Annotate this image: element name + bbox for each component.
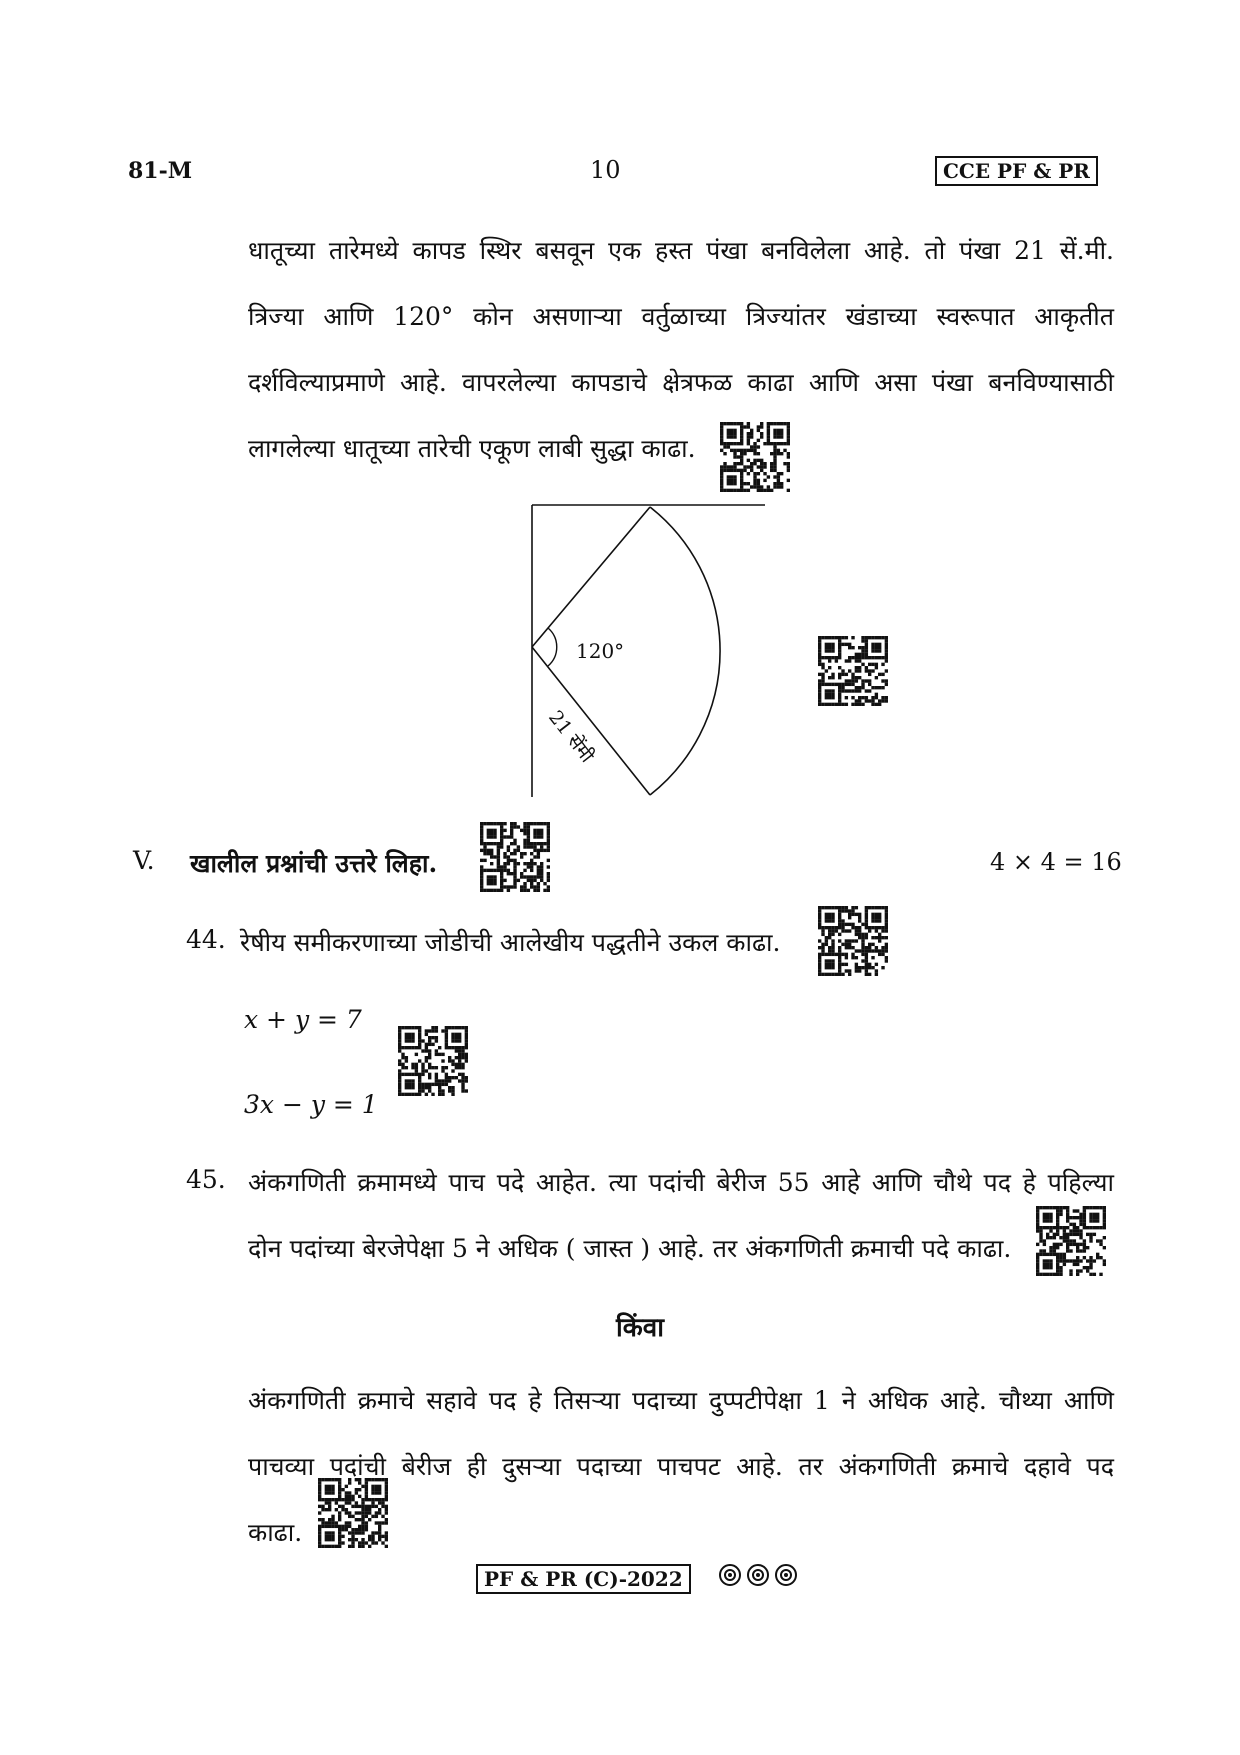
angle-label: 120°	[576, 639, 625, 663]
q45-alt-line-3: काढा.	[248, 1518, 303, 1547]
q43-line-2: त्रिज्या आणि 120° कोन असणाऱ्या वर्तुळाच्या त्रिज्यांतर खंडाच्या स्वरूपात आकृतीत	[248, 302, 1114, 331]
q45-alt-line-2: पाचव्या पदांची बेरीज ही दुसऱ्या पदाच्या पाचपट आहे. तर अंकगणिती क्रमाचे दहावे पद	[248, 1452, 1114, 1481]
sector-upper-radius	[532, 507, 650, 647]
q43-line-3: दर्शविल्याप्रमाणे आहे. वापरलेल्या कापडाचे क्षेत्रफळ काढा आणि असा पंखा बनविण्यासाठी	[248, 368, 1114, 397]
section-instruction: खालील प्रश्नांची उत्तरे लिहा.	[190, 849, 438, 878]
section-marks: 4 × 4 = 16	[990, 848, 1122, 876]
qr-code-icon	[720, 422, 790, 492]
qr-code-icon	[818, 906, 888, 976]
qr-code-icon	[480, 822, 550, 892]
section-numeral: V.	[133, 846, 155, 875]
or-label: किंवा	[616, 1313, 664, 1343]
q43-line-1: धातूच्या तारेमध्ये कापड स्थिर बसवून एक हस्त पंखा बनविलेला आहे. तो पंखा 21 सें.मी.	[248, 236, 1114, 265]
series-box: CCE PF & PR	[935, 156, 1098, 186]
equation-2: 3x − y = 1	[244, 1090, 378, 1119]
sector-arc	[650, 507, 720, 795]
qr-code-icon	[818, 636, 888, 706]
qr-code-icon	[398, 1026, 468, 1096]
q43-line-4: लागलेल्या धातूच्या तारेची एकूण लाबी सुद्धा काढा.	[248, 434, 696, 463]
angle-arc	[548, 628, 557, 666]
question-43-text	[248, 218, 1114, 482]
radius-label: 21 सेंमी	[544, 706, 598, 767]
rosette-ornament-icon	[716, 1560, 800, 1590]
footer-code: PF & PR (C)-2022	[476, 1564, 691, 1594]
q45-line-1: अंकगणिती क्रमामध्ये पाच पदे आहेत. त्या पदांची बेरीज 55 आहे आणि चौथे पद हे पहिल्या	[248, 1168, 1114, 1197]
page-number: 10	[590, 156, 621, 184]
q45-line-2: दोन पदांच्या बेरजेपेक्षा 5 ने अधिक ( जास्त ) आहे. तर अंकगणिती क्रमाची पदे काढा.	[248, 1234, 1012, 1263]
equation-1: x + y = 7	[244, 1005, 362, 1034]
paper-code: 81-M	[128, 158, 193, 184]
question-44-number: 44.	[186, 925, 226, 954]
q45-alt-line-1: अंकगणिती क्रमाचे सहावे पद हे तिसऱ्या पदाच्या दुप्पटीपेक्षा 1 ने अधिक आहे. चौथ्या आणि	[248, 1386, 1114, 1415]
question-45-alternative	[248, 1368, 1114, 1566]
sector-fan-figure	[520, 495, 790, 815]
question-44-text: रेषीय समीकरणाच्या जोडीची आलेखीय पद्धतीने उकल काढा.	[240, 928, 781, 957]
question-45-text	[248, 1150, 1114, 1282]
question-45-number: 45.	[186, 1165, 226, 1194]
